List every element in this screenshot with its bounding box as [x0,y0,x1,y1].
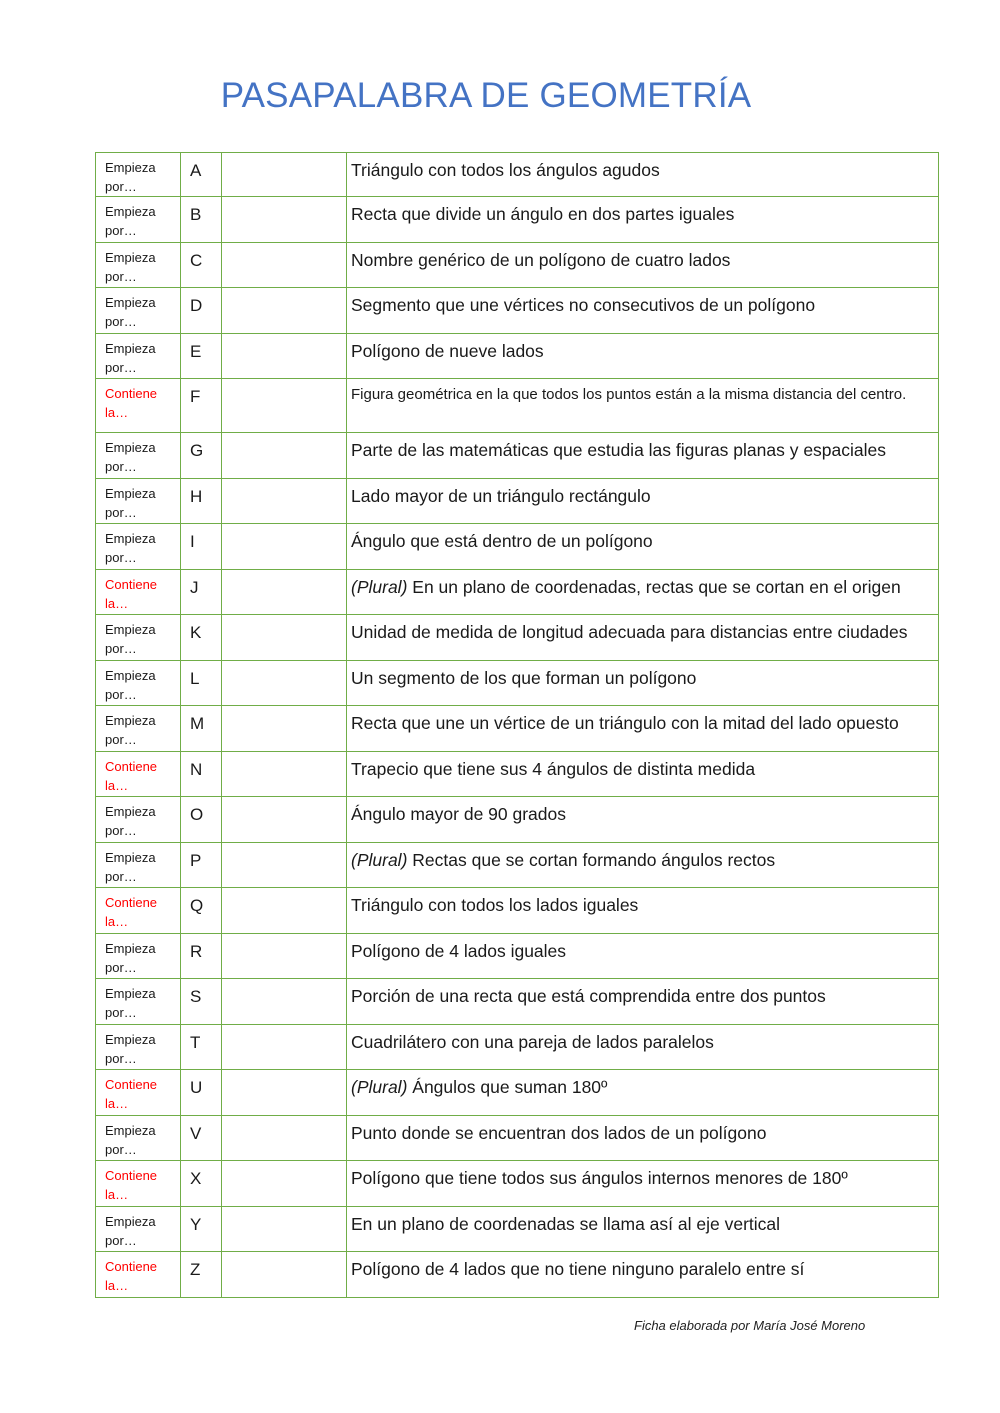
clue-cell [347,524,939,570]
row-type-text: por… [105,960,137,975]
row-type-text: por… [105,550,137,565]
clue-cell [347,706,939,752]
row-type-text: por… [105,314,137,329]
quiz-row [96,1161,939,1207]
row-type-text: Empieza [105,341,156,356]
row-type-text: Empieza [105,160,156,175]
row-type-label [96,433,181,479]
clue-cell [347,379,939,433]
row-type-label [96,888,181,934]
clue-cell [347,570,939,615]
answer-cell[interactable] [222,661,347,706]
answer-cell[interactable] [222,1025,347,1070]
row-type-label [96,1025,181,1070]
quiz-row [96,524,939,570]
clue-text: Triángulo con todos los ángulos agudos [351,160,660,180]
clue-text: Un segmento de los que forman un polígono [351,668,697,688]
row-type-label [96,1116,181,1161]
row-letter: X [181,1161,222,1207]
row-type-text: Empieza [105,250,156,265]
clue-text: Punto donde se encuentran dos lados de un polígono [351,1123,767,1143]
row-type-text: Empieza [105,986,156,1001]
clue-text: Nombre genérico de un polígono de cuatro lados [351,250,731,270]
clue-cell [347,1070,939,1116]
quiz-row [96,1252,939,1298]
answer-cell[interactable] [222,979,347,1025]
quiz-row [96,706,939,752]
clue-text: Polígono que tiene todos sus ángulos internos menores de 180º [351,1168,848,1188]
quiz-row [96,379,939,433]
clue-cell [347,661,939,706]
clue-text: Unidad de medida de longitud adecuada para distancias entre ciudades [351,622,908,642]
clue-cell [347,843,939,888]
answer-cell[interactable] [222,1252,347,1298]
row-type-text: la… [105,1278,129,1293]
clue-text: Polígono de nueve lados [351,341,544,361]
quiz-row [96,570,939,615]
row-letter: V [181,1116,222,1161]
clue-text: Ángulos que suman 180º [412,1077,608,1097]
answer-cell[interactable] [222,524,347,570]
row-type-text: por… [105,869,137,884]
answer-cell[interactable] [222,379,347,433]
clue-text: Trapecio que tiene sus 4 ángulos de distinta medida [351,759,756,779]
clue-text: Rectas que se cortan formando ángulos rectos [412,850,776,870]
clue-cell [347,288,939,334]
clue-cell [347,1025,939,1070]
answer-cell[interactable] [222,797,347,843]
row-type-text: Empieza [105,804,156,819]
clue-cell [347,1161,939,1207]
row-type-label [96,153,181,197]
quiz-table [95,152,939,1298]
quiz-row [96,1070,939,1116]
clue-cell [347,1252,939,1298]
row-type-text: Contiene [105,759,158,774]
answer-cell[interactable] [222,288,347,334]
row-type-text: por… [105,269,137,284]
clue-cell [347,433,939,479]
row-letter: K [181,615,222,661]
answer-cell[interactable] [222,570,347,615]
row-type-label [96,979,181,1025]
row-type-label [96,479,181,524]
row-type-text: por… [105,459,137,474]
clue-text: Triángulo con todos los lados iguales [351,895,639,915]
quiz-row [96,243,939,288]
answer-cell[interactable] [222,615,347,661]
clue-text: Cuadrilátero con una pareja de lados paralelos [351,1032,714,1052]
answer-cell[interactable] [222,1207,347,1252]
answer-cell[interactable] [222,334,347,379]
row-letter: G [181,433,222,479]
row-type-text: por… [105,687,137,702]
row-letter: M [181,706,222,752]
clue-cell [347,243,939,288]
row-type-text: por… [105,732,137,747]
quiz-row [96,433,939,479]
answer-cell[interactable] [222,843,347,888]
author-credit: Ficha elaborada por María José Moreno [634,1318,866,1333]
clue-text: Figura geométrica en la que todos los puntos están a la misma distancia del centro. [351,386,907,403]
quiz-row [96,615,939,661]
row-type-label [96,288,181,334]
clue-text: Polígono de 4 lados iguales [351,941,567,961]
plural-note: (Plural) [351,577,408,597]
row-letter: A [181,153,222,197]
row-type-label [96,752,181,797]
clue-cell [347,1116,939,1161]
row-type-text: por… [105,179,137,194]
answer-cell[interactable] [222,153,347,197]
row-type-text: Contiene [105,1168,158,1183]
row-type-text: Empieza [105,713,156,728]
row-type-text: Empieza [105,668,156,683]
answer-cell[interactable] [222,706,347,752]
row-type-label [96,570,181,615]
quiz-row [96,797,939,843]
answer-cell[interactable] [222,1116,347,1161]
row-letter: J [181,570,222,615]
row-letter: E [181,334,222,379]
row-type-label [96,379,181,433]
quiz-row [96,888,939,934]
row-letter: O [181,797,222,843]
row-type-text: la… [105,596,129,611]
row-type-label [96,334,181,379]
quiz-row [96,1116,939,1161]
clue-cell [347,1207,939,1252]
answer-cell[interactable] [222,1070,347,1116]
clue-cell [347,153,939,197]
row-type-text: Empieza [105,295,156,310]
clue-text: En un plano de coordenadas, rectas que se cortan en el origen [412,577,901,597]
row-type-text: Empieza [105,1123,156,1138]
row-type-label [96,615,181,661]
row-type-text: Contiene [105,1077,158,1092]
quiz-row [96,934,939,979]
row-type-text: por… [105,1142,137,1157]
row-type-text: Empieza [105,204,156,219]
answer-cell[interactable] [222,243,347,288]
quiz-row [96,288,939,334]
clue-cell [347,979,939,1025]
clue-cell [347,197,939,243]
row-type-text: por… [105,505,137,520]
row-type-text: por… [105,641,137,656]
row-letter: R [181,934,222,979]
row-type-text: por… [105,223,137,238]
row-letter: L [181,661,222,706]
row-letter: S [181,979,222,1025]
clue-text: Segmento que une vértices no consecutivos de un polígono [351,295,816,315]
row-type-text: por… [105,1233,137,1248]
row-type-label [96,843,181,888]
row-type-label [96,797,181,843]
row-type-text: Contiene [105,895,158,910]
quiz-row [96,1025,939,1070]
clue-cell [347,479,939,524]
answer-cell[interactable] [222,888,347,934]
row-type-label [96,1207,181,1252]
row-type-text: Empieza [105,941,156,956]
row-letter: H [181,479,222,524]
row-letter: F [181,379,222,433]
row-type-text: Contiene [105,577,158,592]
row-letter: Y [181,1207,222,1252]
row-type-text: Empieza [105,850,156,865]
row-type-text: la… [105,405,129,420]
quiz-row [96,843,939,888]
clue-text: Ángulo que está dentro de un polígono [351,531,653,551]
clue-cell [347,752,939,797]
plural-note: (Plural) [351,850,408,870]
quiz-row [96,979,939,1025]
clue-text: Lado mayor de un triángulo rectángulo [351,486,651,506]
answer-cell[interactable] [222,1161,347,1207]
answer-cell[interactable] [222,433,347,479]
quiz-table-body [96,153,939,1298]
row-letter: T [181,1025,222,1070]
quiz-row [96,153,939,197]
row-letter: Z [181,1252,222,1298]
quiz-row [96,197,939,243]
answer-cell[interactable] [222,752,347,797]
row-type-text: Empieza [105,440,156,455]
answer-cell[interactable] [222,934,347,979]
row-letter: Q [181,888,222,934]
quiz-row [96,1207,939,1252]
row-type-text: Empieza [105,1214,156,1229]
row-type-text: Empieza [105,531,156,546]
row-type-text: por… [105,823,137,838]
row-type-text: la… [105,914,129,929]
clue-text: Recta que une un vértice de un triángulo con la mitad del lado opuesto [351,713,899,733]
quiz-row [96,334,939,379]
row-type-label [96,661,181,706]
row-letter: B [181,197,222,243]
row-type-text: Contiene [105,1259,158,1274]
clue-text: Porción de una recta que está comprendida entre dos puntos [351,986,826,1006]
row-type-label [96,1070,181,1116]
quiz-row [96,661,939,706]
row-type-label [96,934,181,979]
row-type-label [96,524,181,570]
row-letter: N [181,752,222,797]
clue-cell [347,934,939,979]
row-letter: U [181,1070,222,1116]
plural-note: (Plural) [351,1077,408,1097]
row-letter: I [181,524,222,570]
page-title: PASAPALABRA DE GEOMETRÍA [220,76,752,115]
clue-text: Ángulo mayor de 90 grados [351,804,566,824]
row-type-text: la… [105,1187,129,1202]
row-type-label [96,243,181,288]
row-type-text: Empieza [105,622,156,637]
row-type-text: Contiene [105,386,158,401]
clue-text: Polígono de 4 lados que no tiene ninguno paralelo entre sí [351,1259,805,1279]
clue-cell [347,888,939,934]
clue-text: En un plano de coordenadas se llama así al eje vertical [351,1214,781,1234]
quiz-row [96,479,939,524]
row-letter: C [181,243,222,288]
quiz-row [96,752,939,797]
row-letter: D [181,288,222,334]
row-type-text: por… [105,1051,137,1066]
answer-cell[interactable] [222,479,347,524]
row-type-text: por… [105,360,137,375]
row-type-text: Empieza [105,486,156,501]
row-type-label [96,706,181,752]
row-type-label [96,1161,181,1207]
row-type-label [96,197,181,243]
answer-cell[interactable] [222,197,347,243]
row-letter: P [181,843,222,888]
clue-text: Recta que divide un ángulo en dos partes iguales [351,204,735,224]
row-type-text: la… [105,1096,129,1111]
clue-cell [347,797,939,843]
row-type-text: la… [105,778,129,793]
clue-cell [347,334,939,379]
clue-text: Parte de las matemáticas que estudia las figuras planas y espaciales [351,440,887,460]
row-type-text: Empieza [105,1032,156,1047]
clue-cell [347,615,939,661]
row-type-text: por… [105,1005,137,1020]
row-type-label [96,1252,181,1298]
